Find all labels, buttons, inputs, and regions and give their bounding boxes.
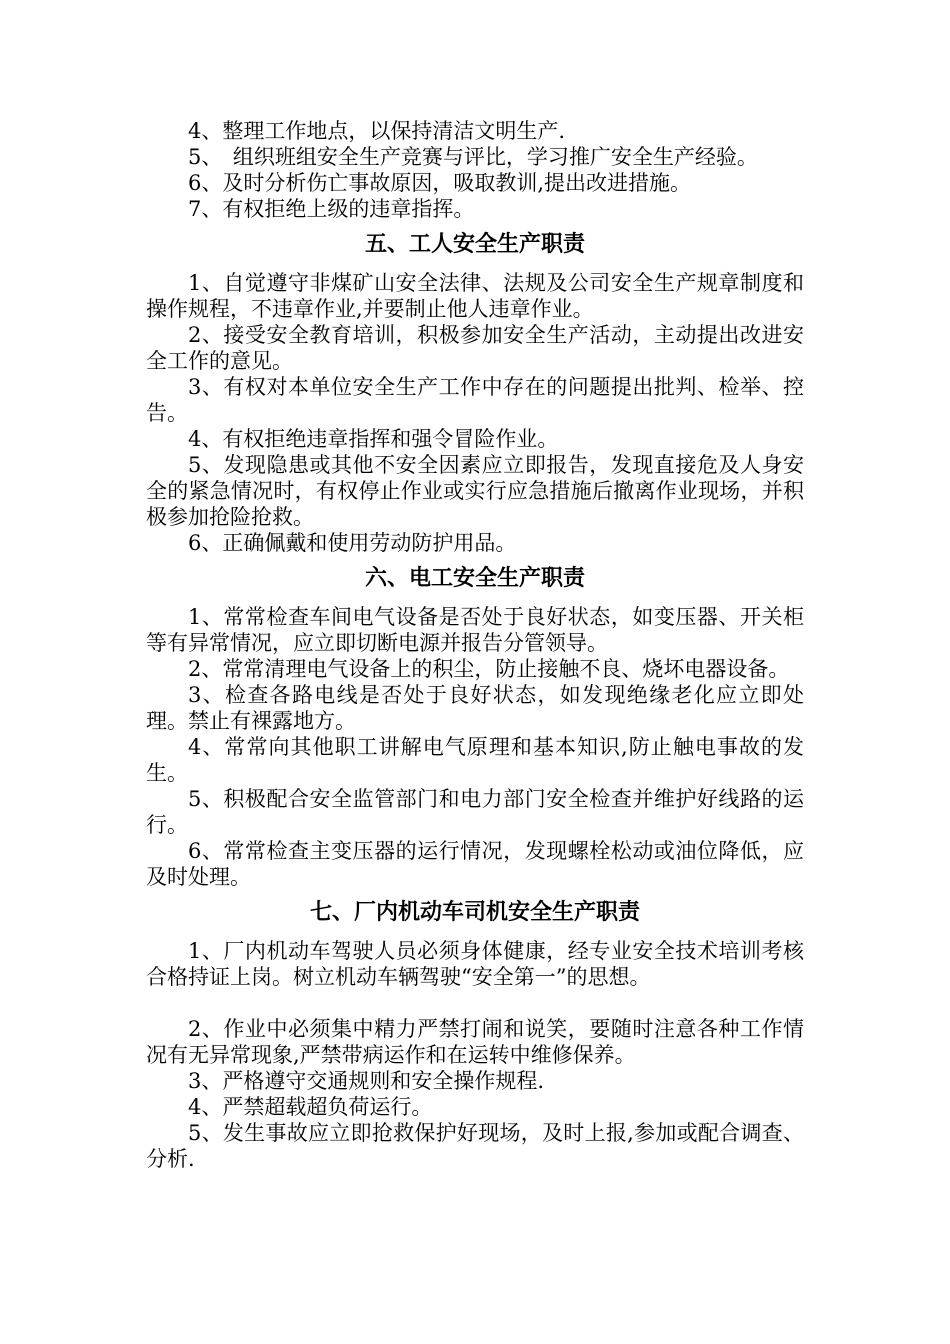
document-body: [146, 118, 804, 1172]
paragraph: 2、接受安全教育培训，积极参加安全生产活动，主动提出改进安全工作的意见。: [146, 323, 804, 373]
paragraph: 4、常常向其他职工讲解电气原理和基本知识,防止触电事故的发生。: [146, 735, 804, 785]
paragraph: 2、作业中必须集中精力严禁打闹和说笑，要随时注意各种工作情况有无异常现象,严禁带病运作和在运转中维修保养。: [146, 1017, 804, 1067]
paragraph: 4、有权拒绝违章指挥和强令冒险作业。: [188, 427, 559, 451]
paragraph: 5、 组织班组安全生产竞赛与评比，学习推广安全生产经验。: [188, 145, 758, 169]
paragraph: 4、严禁超载超负荷运行。: [188, 1095, 433, 1119]
paragraph: 4、整理工作地点，以保持清洁文明生产.: [188, 119, 566, 143]
paragraph: 6、及时分析伤亡事故原因，吸取教训,提出改进措施。: [188, 171, 692, 195]
paragraph: 6、正确佩戴和使用劳动防护用品。: [188, 531, 517, 555]
paragraph: 2、常常清理电气设备上的积尘，防止接触不良、烧坏电器设备。: [188, 657, 790, 681]
section-heading-electricians: 六、电工安全生产职责: [364, 566, 585, 591]
section-heading-drivers: 七、厂内机动车司机安全生产职责: [309, 900, 640, 925]
section-heading-workers: 五、工人安全生产职责: [364, 232, 585, 257]
paragraph: 7、有权拒绝上级的违章指挥。: [188, 197, 475, 221]
paragraph: 1、厂内机动车驾驶人员必须身体健康，经专业安全技术培训考核合格持证上岗。树立机动车辆驾驶“安全第一”的思想。: [146, 939, 804, 989]
paragraph: 3、有权对本单位安全生产工作中存在的问题提出批判、检举、控告。: [146, 375, 804, 425]
paragraph: 1、自觉遵守非煤矿山安全法律、法规及公司安全生产规章制度和操作规程，不违章作业,并要制止他人违章作业。: [146, 271, 804, 321]
paragraph: 3、检查各路电线是否处于良好状态，如发现绝缘老化应立即处理。禁止有裸露地方。: [146, 683, 804, 733]
paragraph: 1、常常检查车间电气设备是否处于良好状态，如变压器、开关柜等有异常情况，应立即切断电源并报告分管领导。: [146, 605, 804, 655]
paragraph: 5、发生事故应立即抢救保护好现场，及时上报,参加或配合调查、分析.: [146, 1121, 804, 1171]
paragraph: 3、严格遵守交通规则和安全操作规程.: [188, 1069, 545, 1093]
paragraph: 5、发现隐患或其他不安全因素应立即报告，发现直接危及人身安全的紧急情况时，有权停止作业或实行应急措施后撤离作业现场，并积极参加抢险抢救。: [146, 453, 804, 529]
paragraph: 5、积极配合安全监管部门和电力部门安全检查并维护好线路的运行。: [146, 787, 804, 837]
paragraph: 6、常常检查主变压器的运行情况，发现螺栓松动或油位降低，应及时处理。: [146, 839, 804, 889]
blank-line: [146, 990, 804, 1016]
